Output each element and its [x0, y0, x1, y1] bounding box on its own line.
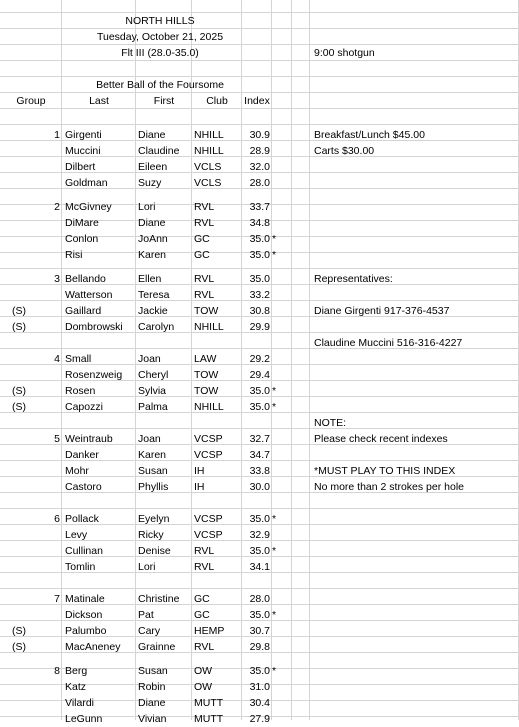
column-header-last: Last [89, 95, 109, 107]
handicap-index: 35.0 [249, 513, 270, 525]
index-star: * [272, 665, 277, 677]
last-name: Risi [65, 249, 83, 261]
club-code: TOW [194, 369, 219, 381]
sub-marker [0, 607, 38, 623]
last-name: DiMare [65, 217, 99, 229]
index-star [272, 143, 284, 159]
sub-marker [0, 663, 38, 679]
handicap-index: 34.8 [249, 217, 270, 229]
last-name: Mohr [65, 465, 89, 477]
sub-marker [0, 175, 38, 191]
club-code: GC [194, 593, 210, 605]
last-name: Dombrowski [65, 321, 123, 333]
index-star: * [272, 401, 277, 413]
handicap-index: 28.0 [249, 593, 270, 605]
representative-1: Diane Girgenti 917-376-4537 [314, 305, 450, 317]
first-name: Lori [138, 201, 156, 213]
group-number: 6 [54, 513, 60, 525]
club-code: NHILL [194, 321, 224, 333]
last-name: Goldman [65, 177, 108, 189]
index-star: * [272, 233, 277, 245]
club-code: GC [194, 609, 210, 621]
group-number [38, 559, 60, 575]
sub-marker [0, 199, 38, 215]
index-star [272, 559, 284, 575]
index-star [272, 479, 284, 495]
club-code: RVL [194, 289, 215, 301]
first-name: Robin [138, 681, 166, 693]
index-star [272, 159, 284, 175]
sub-marker [0, 159, 38, 175]
index-star [272, 215, 284, 231]
sub-marker [0, 591, 38, 607]
handicap-index: 30.8 [249, 305, 270, 317]
handicap-index: 35.0 [249, 273, 270, 285]
first-name: Pat [138, 609, 154, 621]
last-name: Girgenti [65, 129, 102, 141]
index-star [272, 271, 284, 287]
index-star [272, 287, 284, 303]
first-name: Diane [138, 129, 166, 141]
club-code: VCSP [194, 433, 223, 445]
handicap-index: 34.1 [249, 561, 270, 573]
group-number [38, 463, 60, 479]
club-code: IH [194, 465, 205, 477]
index-star [272, 175, 284, 191]
handicap-index: 35.0 [249, 385, 270, 397]
index-star [272, 591, 284, 607]
handicap-index: 30.9 [249, 129, 270, 141]
club-code: NHILL [194, 145, 224, 157]
group-number: 3 [54, 273, 60, 285]
group-number [38, 711, 60, 727]
sub-marker [0, 711, 38, 727]
group-number [38, 623, 60, 639]
sub-marker: (S) [12, 385, 26, 397]
club-code: RVL [194, 217, 215, 229]
index-star [272, 367, 284, 383]
index-star [272, 679, 284, 695]
index-star [272, 303, 284, 319]
group-number [38, 215, 60, 231]
row-gridline [0, 124, 519, 125]
sub-marker [0, 695, 38, 711]
first-name: JoAnn [138, 233, 168, 245]
note-stroke-limit: No more than 2 strokes per hole [314, 481, 464, 493]
handicap-index: 35.0 [249, 249, 270, 261]
first-name: Sylvia [138, 385, 167, 397]
sub-marker: (S) [12, 305, 26, 317]
first-name: Diane [138, 217, 166, 229]
handicap-index: 35.0 [249, 233, 270, 245]
club-code: OW [194, 681, 213, 693]
column-header-club: Club [206, 95, 228, 107]
sub-marker [0, 143, 38, 159]
sub-marker [0, 511, 38, 527]
handicap-index: 34.7 [249, 449, 270, 461]
last-name: Dickson [65, 609, 103, 621]
first-name: Ricky [138, 529, 164, 541]
index-star [272, 447, 284, 463]
last-name: Muccini [65, 145, 101, 157]
first-name: Vivian [138, 713, 167, 725]
club-code: GC [194, 233, 210, 245]
club-code: VCSP [194, 529, 223, 541]
handicap-index: 35.0 [249, 401, 270, 413]
first-name: Eyelyn [138, 513, 170, 525]
first-name: Ellen [138, 273, 162, 285]
first-name: Palma [138, 401, 168, 413]
handicap-index: 35.0 [249, 545, 270, 557]
first-name: Diane [138, 697, 166, 709]
club-code: NHILL [194, 129, 224, 141]
index-star: * [272, 545, 277, 557]
club-code: VCSP [194, 449, 223, 461]
handicap-index: 28.9 [249, 145, 270, 157]
handicap-index: 30.4 [249, 697, 270, 709]
group-number [38, 679, 60, 695]
first-name: Susan [138, 465, 168, 477]
group-number [38, 367, 60, 383]
index-star [272, 639, 284, 655]
index-star: * [272, 609, 277, 621]
column-header-first: First [153, 95, 175, 107]
first-name: Eileen [138, 161, 168, 173]
group-number [38, 383, 60, 399]
last-name: Conlon [65, 233, 99, 245]
club-code: RVL [194, 273, 215, 285]
handicap-index: 30.0 [249, 481, 270, 493]
index-star [272, 431, 284, 447]
club-code: VCSP [194, 513, 223, 525]
group-number [38, 607, 60, 623]
sub-marker [0, 215, 38, 231]
first-name: Carolyn [138, 321, 175, 333]
handicap-index: 35.0 [249, 609, 270, 621]
last-name: Gaillard [65, 305, 102, 317]
group-number [38, 159, 60, 175]
sub-marker: (S) [12, 625, 26, 637]
handicap-index: 27.9 [249, 713, 270, 725]
handicap-index: 33.2 [249, 289, 270, 301]
last-name: Danker [65, 449, 99, 461]
index-star [272, 623, 284, 639]
flight-label: Flt III (28.0-35.0) [121, 47, 199, 59]
sub-marker [0, 559, 38, 575]
sub-marker: (S) [12, 401, 26, 413]
handicap-index: 29.9 [249, 321, 270, 333]
club-code: MUTT [194, 697, 224, 709]
first-name: Teresa [138, 289, 170, 301]
first-name: Karen [138, 249, 167, 261]
last-name: LeGunn [65, 713, 103, 725]
group-number [38, 287, 60, 303]
handicap-index: 35.0 [249, 665, 270, 677]
handicap-index: 30.7 [249, 625, 270, 637]
club-code: NHILL [194, 401, 224, 413]
last-name: Capozzi [65, 401, 103, 413]
group-number [38, 319, 60, 335]
last-name: Cullinan [65, 545, 103, 557]
first-name: Suzy [138, 177, 162, 189]
group-number [38, 479, 60, 495]
first-name: Denise [138, 545, 171, 557]
last-name: Vilardi [65, 697, 94, 709]
group-number: 7 [54, 593, 60, 605]
handicap-index: 29.2 [249, 353, 270, 365]
club-code: TOW [194, 385, 219, 397]
note-must-play: *MUST PLAY TO THIS INDEX [314, 465, 456, 477]
index-star: * [272, 249, 277, 261]
first-name: Joan [138, 353, 161, 365]
last-name: Rosen [65, 385, 96, 397]
last-name: Levy [65, 529, 88, 541]
index-star [272, 319, 284, 335]
group-number: 1 [54, 129, 60, 141]
last-name: Palumbo [65, 625, 107, 637]
group-number [38, 527, 60, 543]
last-name: Pollack [65, 513, 99, 525]
sub-marker [0, 679, 38, 695]
sub-marker: (S) [12, 321, 26, 333]
group-number [38, 695, 60, 711]
club-code: LAW [194, 353, 217, 365]
index-star [272, 695, 284, 711]
index-star [272, 199, 284, 215]
club-code: TOW [194, 305, 219, 317]
sub-marker [0, 527, 38, 543]
sub-marker [0, 463, 38, 479]
club-code: VCLS [194, 161, 222, 173]
index-star [272, 711, 284, 727]
first-name: Susan [138, 665, 168, 677]
handicap-index: 33.8 [249, 465, 270, 477]
note-breakfast: Breakfast/Lunch $45.00 [314, 129, 425, 141]
note-label: NOTE: [314, 417, 347, 429]
handicap-index: 29.4 [249, 369, 270, 381]
shotgun-time: 9:00 shotgun [314, 47, 375, 59]
sub-marker [0, 127, 38, 143]
sub-marker [0, 367, 38, 383]
first-name: Jackie [138, 305, 168, 317]
first-name: Claudine [138, 145, 180, 157]
club-code: VCLS [194, 177, 222, 189]
handicap-index: 33.7 [249, 201, 270, 213]
sub-marker [0, 287, 38, 303]
last-name: MacAneney [65, 641, 121, 653]
row-gridline [0, 508, 519, 509]
club-code: IH [194, 481, 205, 493]
last-name: Matinale [65, 593, 105, 605]
club-code: RVL [194, 545, 215, 557]
last-name: Small [65, 353, 92, 365]
index-star [272, 527, 284, 543]
club-code: RVL [194, 201, 215, 213]
last-name: Bellando [65, 273, 106, 285]
index-star [272, 127, 284, 143]
club-code: MUTT [194, 713, 224, 725]
index-star [272, 463, 284, 479]
event-date: Tuesday, October 21, 2025 [96, 31, 224, 43]
last-name: Castoro [65, 481, 102, 493]
group-number [38, 175, 60, 191]
first-name: Christine [138, 593, 180, 605]
club-code: RVL [194, 561, 215, 573]
row-gridline [0, 588, 519, 589]
sub-marker [0, 247, 38, 263]
sub-marker [0, 479, 38, 495]
club-code: RVL [194, 641, 215, 653]
last-name: Watterson [65, 289, 113, 301]
column-header-group: Group [16, 95, 46, 107]
note-check-indexes: Please check recent indexes [314, 433, 448, 445]
group-number [38, 303, 60, 319]
index-star: * [272, 513, 277, 525]
last-name: Tomlin [65, 561, 96, 573]
handicap-index: 32.0 [249, 161, 270, 173]
sub-marker [0, 431, 38, 447]
index-star [272, 351, 284, 367]
club-code: HEMP [194, 625, 225, 637]
last-name: Katz [65, 681, 87, 693]
group-number [38, 399, 60, 415]
column-header-index: Index [244, 95, 270, 107]
handicap-index: 32.7 [249, 433, 270, 445]
group-number: 2 [54, 201, 60, 213]
club-code: OW [194, 665, 213, 677]
group-number [38, 143, 60, 159]
sub-marker [0, 447, 38, 463]
index-star: * [272, 385, 277, 397]
first-name: Cheryl [138, 369, 169, 381]
last-name: Weintraub [65, 433, 113, 445]
group-number [38, 231, 60, 247]
first-name: Phyllis [138, 481, 169, 493]
group-number [38, 447, 60, 463]
group-number [38, 247, 60, 263]
representative-2: Claudine Muccini 516-316-4227 [314, 337, 463, 349]
row-gridline [0, 268, 519, 269]
handicap-index: 28.0 [249, 177, 270, 189]
last-name: Rosenzweig [65, 369, 123, 381]
group-number [38, 543, 60, 559]
first-name: Lori [138, 561, 156, 573]
sub-marker: (S) [12, 641, 26, 653]
format-title: Better Ball of the Foursome [96, 79, 224, 91]
last-name: Dilbert [65, 161, 96, 173]
sub-marker [0, 231, 38, 247]
club-code: GC [194, 249, 210, 261]
first-name: Grainne [138, 641, 176, 653]
group-number: 5 [54, 433, 60, 445]
handicap-index: 31.0 [249, 681, 270, 693]
last-name: McGivney [65, 201, 112, 213]
group-number [38, 639, 60, 655]
first-name: Cary [138, 625, 161, 637]
club-title: NORTH HILLS [125, 15, 195, 27]
group-number: 8 [54, 665, 60, 677]
handicap-index: 32.9 [249, 529, 270, 541]
note-carts: Carts $30.00 [314, 145, 375, 157]
first-name: Joan [138, 433, 161, 445]
handicap-index: 29.8 [249, 641, 270, 653]
row-gridline [0, 428, 519, 429]
sub-marker [0, 351, 38, 367]
representatives-label: Representatives: [314, 273, 393, 285]
group-number: 4 [54, 353, 60, 365]
sub-marker [0, 543, 38, 559]
sub-marker [0, 271, 38, 287]
first-name: Karen [138, 449, 167, 461]
last-name: Berg [65, 665, 88, 677]
